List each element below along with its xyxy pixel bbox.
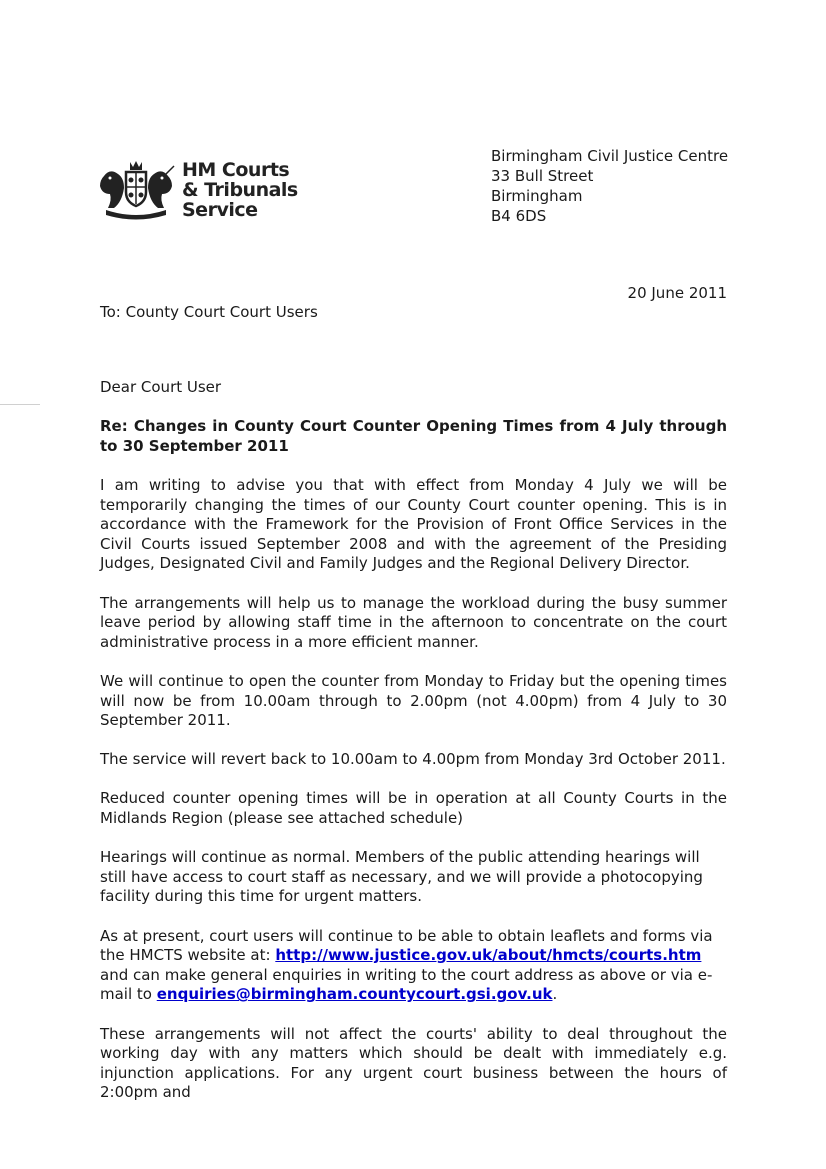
paragraph-8: These arrangements will not affect the courts' ability to deal throughout the working day with any matters which should be dealt with immediately e.g. injunction applications. For any urgent court business between the hours of 2:00pm and	[100, 1024, 727, 1102]
logo-line-3: Service	[182, 199, 258, 221]
address-line-3: Birmingham	[491, 187, 583, 205]
subject-line: Re: Changes in County Court Counter Opening Times from 4 July through to 30 September 2011	[100, 417, 727, 455]
logo-line-1: HM Courts	[182, 159, 290, 181]
paragraph-5: Reduced counter opening times will be in operation at all County Courts in the Midlands Region (please see attached schedule)	[100, 789, 727, 828]
royal-crest-icon	[96, 158, 176, 220]
paragraph-1: I am writing to advise you that with effect from Monday 4 July we will be temporarily changing the times of our County Court counter opening. This is in accordance with the Framework for the Provision of Front Office Services in the Civil Courts issued September 2008 and with the agreement of the Presiding Judges, Designated Civil and Family Judges and the Regional Delivery Director.	[100, 475, 727, 573]
hmcts-logo	[96, 158, 316, 222]
logo-wordmark	[182, 160, 322, 220]
address-line-2: 33 Bull Street	[491, 167, 594, 185]
paragraph-4: The service will revert back to 10.00am to 4.00pm from Monday 3rd October 2011.	[100, 750, 726, 769]
recipient-line: To: County Court Court Users	[100, 303, 318, 321]
logo-line-2: & Tribunals	[182, 179, 298, 201]
paragraph-7-text-a: As at present, court users will continue to be able to obtain leaflets and forms via the HMCTS website at:	[100, 926, 713, 965]
paragraph-7-text-b: and can make general enquiries in writing to the court address as above or via e-mail to	[100, 965, 713, 1004]
letter-body	[100, 378, 727, 1123]
salutation: Dear Court User	[100, 378, 222, 396]
margin-divider	[0, 404, 40, 405]
letter-date: 20 June 2011	[627, 284, 727, 302]
hmcts-website-link[interactable]: http://www.justice.gov.uk/about/hmcts/courts.htm	[275, 946, 702, 965]
sender-address	[491, 146, 728, 226]
address-line-1: Birmingham Civil Justice Centre	[491, 147, 729, 165]
paragraph-7-text-c: .	[552, 985, 558, 1004]
enquiries-email-link[interactable]: enquiries@birmingham.countycourt.gsi.gov.uk	[156, 985, 553, 1004]
paragraph-3: We will continue to open the counter from Monday to Friday but the opening times will now be from 10.00am through to 2.00pm (not 4.00pm) from 4 July to 30 September 2011.	[100, 671, 727, 730]
address-line-4: B4 6DS	[491, 207, 547, 225]
paragraph-7	[100, 927, 727, 1005]
paragraph-6: Hearings will continue as normal. Members of the public attending hearings will still have access to court staff as necessary, and we will provide a photocopying facility during this time for urgent matters.	[100, 848, 703, 906]
paragraph-2: The arrangements will help us to manage the workload during the busy summer leave period by allowing staff time in the afternoon to concentrate on the court administrative process in a more efficient manner.	[100, 593, 727, 651]
